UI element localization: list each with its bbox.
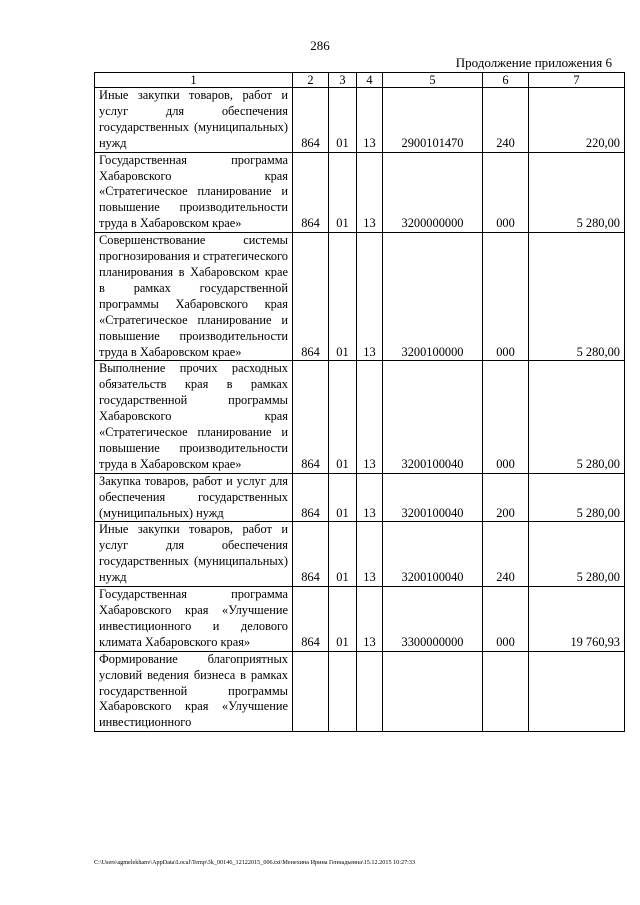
amount: 5 280,00 — [529, 522, 625, 587]
department-code: 864 — [293, 361, 329, 473]
page-number: 286 — [310, 38, 330, 53]
table-row — [95, 88, 625, 153]
department-code — [293, 651, 329, 732]
item-name: Совершенствование системы прогнозирования и стратегического планирования в Хабаровском крае в рамках государственной программы Хабаровского края «Стратегическое планирование и повышение производительности труда в Хабаровском крае» — [95, 233, 293, 361]
section-code: 01 — [329, 587, 357, 652]
target-item-code: 3200100040 — [383, 473, 483, 522]
expense-type-code: 000 — [483, 152, 529, 233]
target-item-code: 3200100000 — [383, 233, 483, 361]
table-header-row — [95, 73, 625, 88]
table-row — [95, 233, 625, 361]
expense-type-code: 240 — [483, 88, 529, 153]
target-item-code: 3200100040 — [383, 361, 483, 473]
table-row — [95, 473, 625, 522]
department-code: 864 — [293, 233, 329, 361]
budget-table — [94, 72, 625, 732]
section-code: 01 — [329, 233, 357, 361]
department-code: 864 — [293, 473, 329, 522]
target-item-code: 2900101470 — [383, 88, 483, 153]
department-code: 864 — [293, 152, 329, 233]
amount: 5 280,00 — [529, 152, 625, 233]
subsection-code: 13 — [357, 152, 383, 233]
amount: 5 280,00 — [529, 473, 625, 522]
target-item-code: 3200000000 — [383, 152, 483, 233]
column-header: 7 — [529, 73, 625, 88]
target-item-code: 3200100040 — [383, 522, 483, 587]
expense-type-code: 000 — [483, 587, 529, 652]
target-item-code: 3300000000 — [383, 587, 483, 652]
subsection-code: 13 — [357, 522, 383, 587]
item-name: Государственная программа Хабаровского края «Улучшение инвестиционного и делового климата Хабаровского края» — [95, 587, 293, 652]
table-row — [95, 522, 625, 587]
item-name: Выполнение прочих расходных обязательств края в рамках государственной программы Хабаровского края «Стратегическое планирование и повышение производительности труда в Хабаровском крае» — [95, 361, 293, 473]
target-item-code — [383, 651, 483, 732]
file-path-footer: C:\Users\agmelekhanv\AppData\Local\Temp\3k_00146_12122015_006.txt\Менехина Ирина Геннадьевна\15.12.2015 10:27:33 — [94, 859, 416, 866]
expense-type-code: 200 — [483, 473, 529, 522]
section-code: 01 — [329, 361, 357, 473]
amount: 19 760,93 — [529, 587, 625, 652]
column-header: 4 — [357, 73, 383, 88]
expense-type-code: 000 — [483, 361, 529, 473]
item-name: Иные закупки товаров, работ и услуг для обеспечения государственных (муниципальных) нужд — [95, 522, 293, 587]
section-code: 01 — [329, 473, 357, 522]
item-name: Государственная программа Хабаровского края «Стратегическое планирование и повышение производительности труда в Хабаровском крае» — [95, 152, 293, 233]
subsection-code: 13 — [357, 361, 383, 473]
section-code — [329, 651, 357, 732]
column-header: 6 — [483, 73, 529, 88]
item-name: Иные закупки товаров, работ и услуг для обеспечения государственных (муниципальных) нужд — [95, 88, 293, 153]
department-code: 864 — [293, 88, 329, 153]
column-header: 3 — [329, 73, 357, 88]
subsection-code — [357, 651, 383, 732]
section-code: 01 — [329, 522, 357, 587]
subsection-code: 13 — [357, 473, 383, 522]
expense-type-code: 000 — [483, 233, 529, 361]
expense-type-code: 240 — [483, 522, 529, 587]
amount: 5 280,00 — [529, 361, 625, 473]
amount: 5 280,00 — [529, 233, 625, 361]
continuation-label: Продолжение приложения 6 — [455, 55, 612, 70]
table-row — [95, 361, 625, 473]
department-code: 864 — [293, 522, 329, 587]
table-row — [95, 587, 625, 652]
table-row — [95, 651, 625, 732]
section-code: 01 — [329, 152, 357, 233]
amount — [529, 651, 625, 732]
table-row — [95, 152, 625, 233]
column-header: 5 — [383, 73, 483, 88]
subsection-code: 13 — [357, 233, 383, 361]
department-code: 864 — [293, 587, 329, 652]
subsection-code: 13 — [357, 88, 383, 153]
item-name: Формирование благоприятных условий ведения бизнеса в рамках государственной программы Хабаровского края «Улучшение инвестиционного — [95, 651, 293, 732]
column-header: 2 — [293, 73, 329, 88]
section-code: 01 — [329, 88, 357, 153]
column-header: 1 — [95, 73, 293, 88]
expense-type-code — [483, 651, 529, 732]
amount: 220,00 — [529, 88, 625, 153]
item-name: Закупка товаров, работ и услуг для обеспечения государственных (муниципальных) нужд — [95, 473, 293, 522]
subsection-code: 13 — [357, 587, 383, 652]
